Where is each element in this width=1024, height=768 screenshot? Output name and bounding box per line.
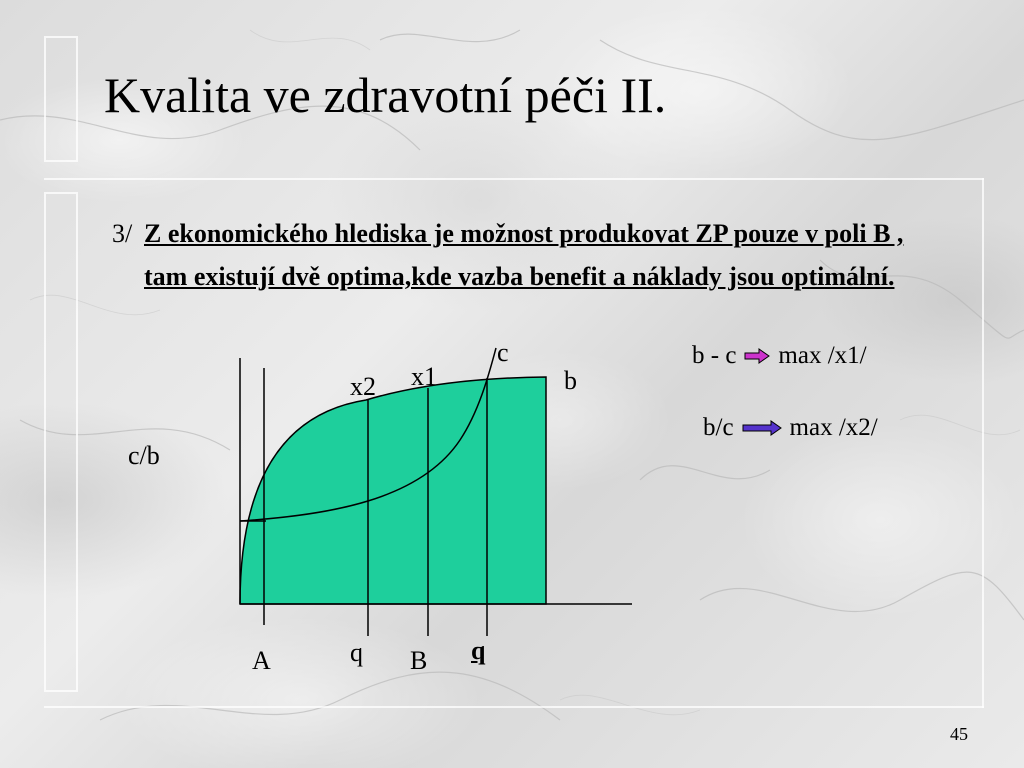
bullet-number: 3/	[112, 219, 133, 248]
benefit-curve-label: b	[564, 366, 577, 395]
page-number: 45	[950, 724, 968, 744]
right-arrow-icon	[744, 348, 770, 364]
formula-ratio	[703, 414, 878, 442]
x1-label: x1	[411, 362, 437, 391]
bullet-text: Z ekonomického hlediska je možnost produkovat ZP pouze v poli B , tam existují dvě optima,kde vazba benefit a náklady jsou optimální.	[144, 219, 904, 291]
label-q-underlined: q	[471, 636, 486, 665]
right-arrow-icon	[742, 420, 782, 436]
formula-difference-right: max /x1/	[778, 342, 867, 369]
formula-ratio-left: b/c	[703, 414, 734, 441]
formula-difference	[692, 342, 867, 370]
label-B: B	[410, 646, 428, 675]
x2-label: x2	[350, 372, 376, 401]
benefit-area	[240, 377, 546, 604]
label-A: A	[252, 646, 271, 675]
slide-title: Kvalita ve zdravotní péči II.	[104, 67, 667, 123]
formula-ratio-right: max /x2/	[789, 414, 878, 441]
y-axis-label: c/b	[128, 441, 160, 470]
label-q: q	[350, 638, 363, 667]
formula-difference-left: b - c	[692, 342, 737, 369]
cost-curve-label: c	[497, 338, 509, 367]
